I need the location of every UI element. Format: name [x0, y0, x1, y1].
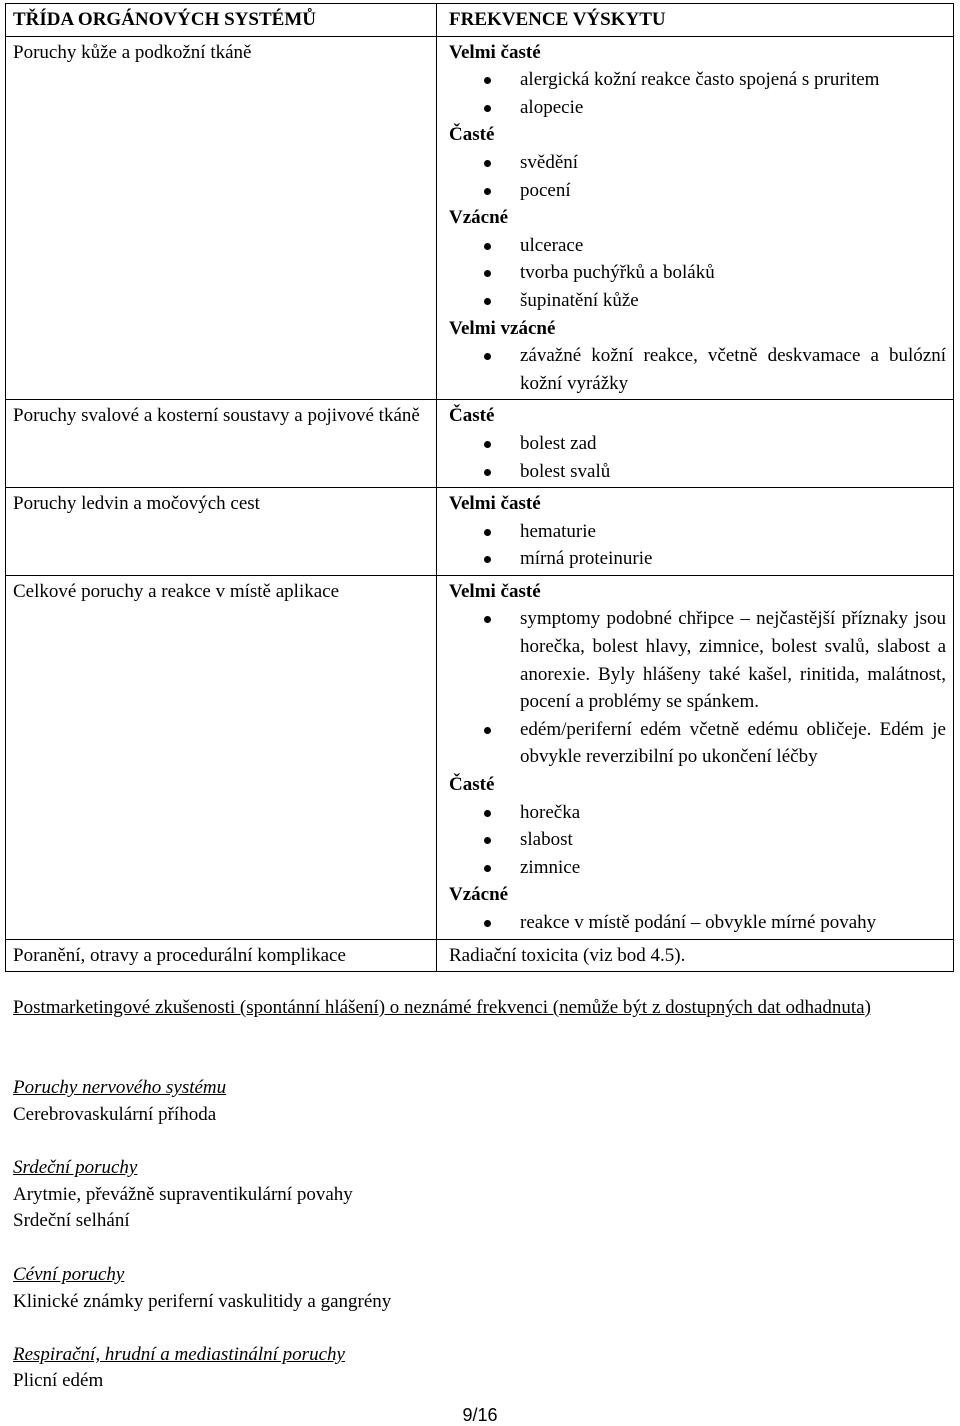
section-line: Cerebrovaskulární příhoda: [13, 1104, 217, 1125]
reaction-list: [449, 232, 946, 315]
list-item: svědění: [520, 149, 946, 177]
organ-class-cell: Poranění, otravy a procedurální komplikace: [6, 939, 437, 972]
section-title: Cévní poruchy: [13, 1264, 125, 1285]
list-item: tvorba puchýřků a boláků: [520, 259, 946, 287]
reaction-list: [449, 66, 946, 121]
frequency-label: Velmi vzácné: [449, 317, 556, 339]
header-organ-class: TŘÍDA ORGÁNOVÝCH SYSTÉMŮ: [6, 4, 437, 37]
frequency-label: Časté: [449, 124, 495, 146]
list-item: pocení: [520, 177, 946, 205]
frequency-label: Vzácné: [449, 207, 509, 229]
list-item: šupinatění kůže: [520, 287, 946, 315]
frequency-cell: [437, 400, 954, 488]
list-item: mírná proteinurie: [520, 545, 946, 573]
table-row: [6, 400, 954, 488]
frequency-label: Časté: [449, 405, 495, 427]
list-item: edém/periferní edém včetně edému obličeje. Edém je obvykle reverzibilní po ukončení léčby: [520, 716, 946, 771]
table-row: [6, 488, 954, 576]
postmarketing-heading: Postmarketingové zkušenosti (spontánní hlášení) o neznámé frekvenci (nemůže být z dostupných dat odhadnuta): [13, 997, 871, 1018]
reaction-list: [449, 909, 946, 937]
reaction-list: [449, 799, 946, 882]
section-title: Poruchy nervového systému: [13, 1077, 227, 1098]
section-line: Plicní edém: [13, 1370, 104, 1391]
frequency-cell: [437, 488, 954, 576]
list-item: alopecie: [520, 94, 946, 122]
reaction-list: [449, 518, 946, 573]
section-title: Srdeční poruchy: [13, 1157, 138, 1178]
page-number: 9/16: [462, 1405, 498, 1425]
section-line: Arytmie, převážně supraventikulární povahy: [13, 1184, 353, 1205]
list-item: reakce v místě podání – obvykle mírné povahy: [520, 909, 946, 937]
frequency-label: Velmi časté: [449, 580, 541, 602]
section-line: Srdeční selhání: [13, 1210, 130, 1231]
list-item: horečka: [520, 799, 946, 827]
list-item: hematurie: [520, 518, 946, 546]
table-row: [6, 939, 954, 972]
list-item: závažné kožní reakce, včetně deskvamace a bulózní kožní vyrážky: [520, 342, 946, 397]
header-frequency: FREKVENCE VÝSKYTU: [437, 4, 954, 37]
table-row: [6, 36, 954, 400]
section-title: Respirační, hrudní a mediastinální poruchy: [13, 1344, 345, 1365]
frequency-label: Vzácné: [449, 884, 509, 906]
adverse-reactions-table: [5, 3, 954, 972]
table-header-row: [6, 4, 954, 37]
frequency-label: Velmi časté: [449, 41, 541, 63]
organ-class-cell: Poruchy kůže a podkožní tkáně: [6, 36, 437, 400]
frequency-cell: [437, 575, 954, 939]
frequency-cell: Radiační toxicita (viz bod 4.5).: [437, 939, 954, 972]
list-item: alergická kožní reakce často spojená s pruritem: [520, 66, 946, 94]
organ-class-cell: Celkové poruchy a reakce v místě aplikace: [6, 575, 437, 939]
frequency-cell: [437, 36, 954, 400]
reaction-list: [449, 430, 946, 485]
organ-class-cell: Poruchy ledvin a močových cest: [6, 488, 437, 576]
reaction-list: [449, 605, 946, 771]
list-item: slabost: [520, 826, 946, 854]
frequency-label: Časté: [449, 774, 495, 796]
table-row: [6, 575, 954, 939]
section-line: Klinické známky periferní vaskulitidy a gangrény: [13, 1291, 392, 1312]
list-item: ulcerace: [520, 232, 946, 260]
frequency-label: Velmi časté: [449, 493, 541, 515]
reaction-list: [449, 149, 946, 204]
list-item: bolest zad: [520, 430, 946, 458]
list-item: symptomy podobné chřipce – nejčastější příznaky jsou horečka, bolest hlavy, zimnice, bolest svalů, slabost a anorexie. Byly hlášeny také kašel, rinitida, malátnost, pocení a problémy se spánkem.: [520, 605, 946, 715]
organ-class-cell: Poruchy svalové a kosterní soustavy a pojivové tkáně: [6, 400, 437, 488]
reaction-list: [449, 342, 946, 397]
list-item: bolest svalů: [520, 458, 946, 486]
list-item: zimnice: [520, 854, 946, 882]
